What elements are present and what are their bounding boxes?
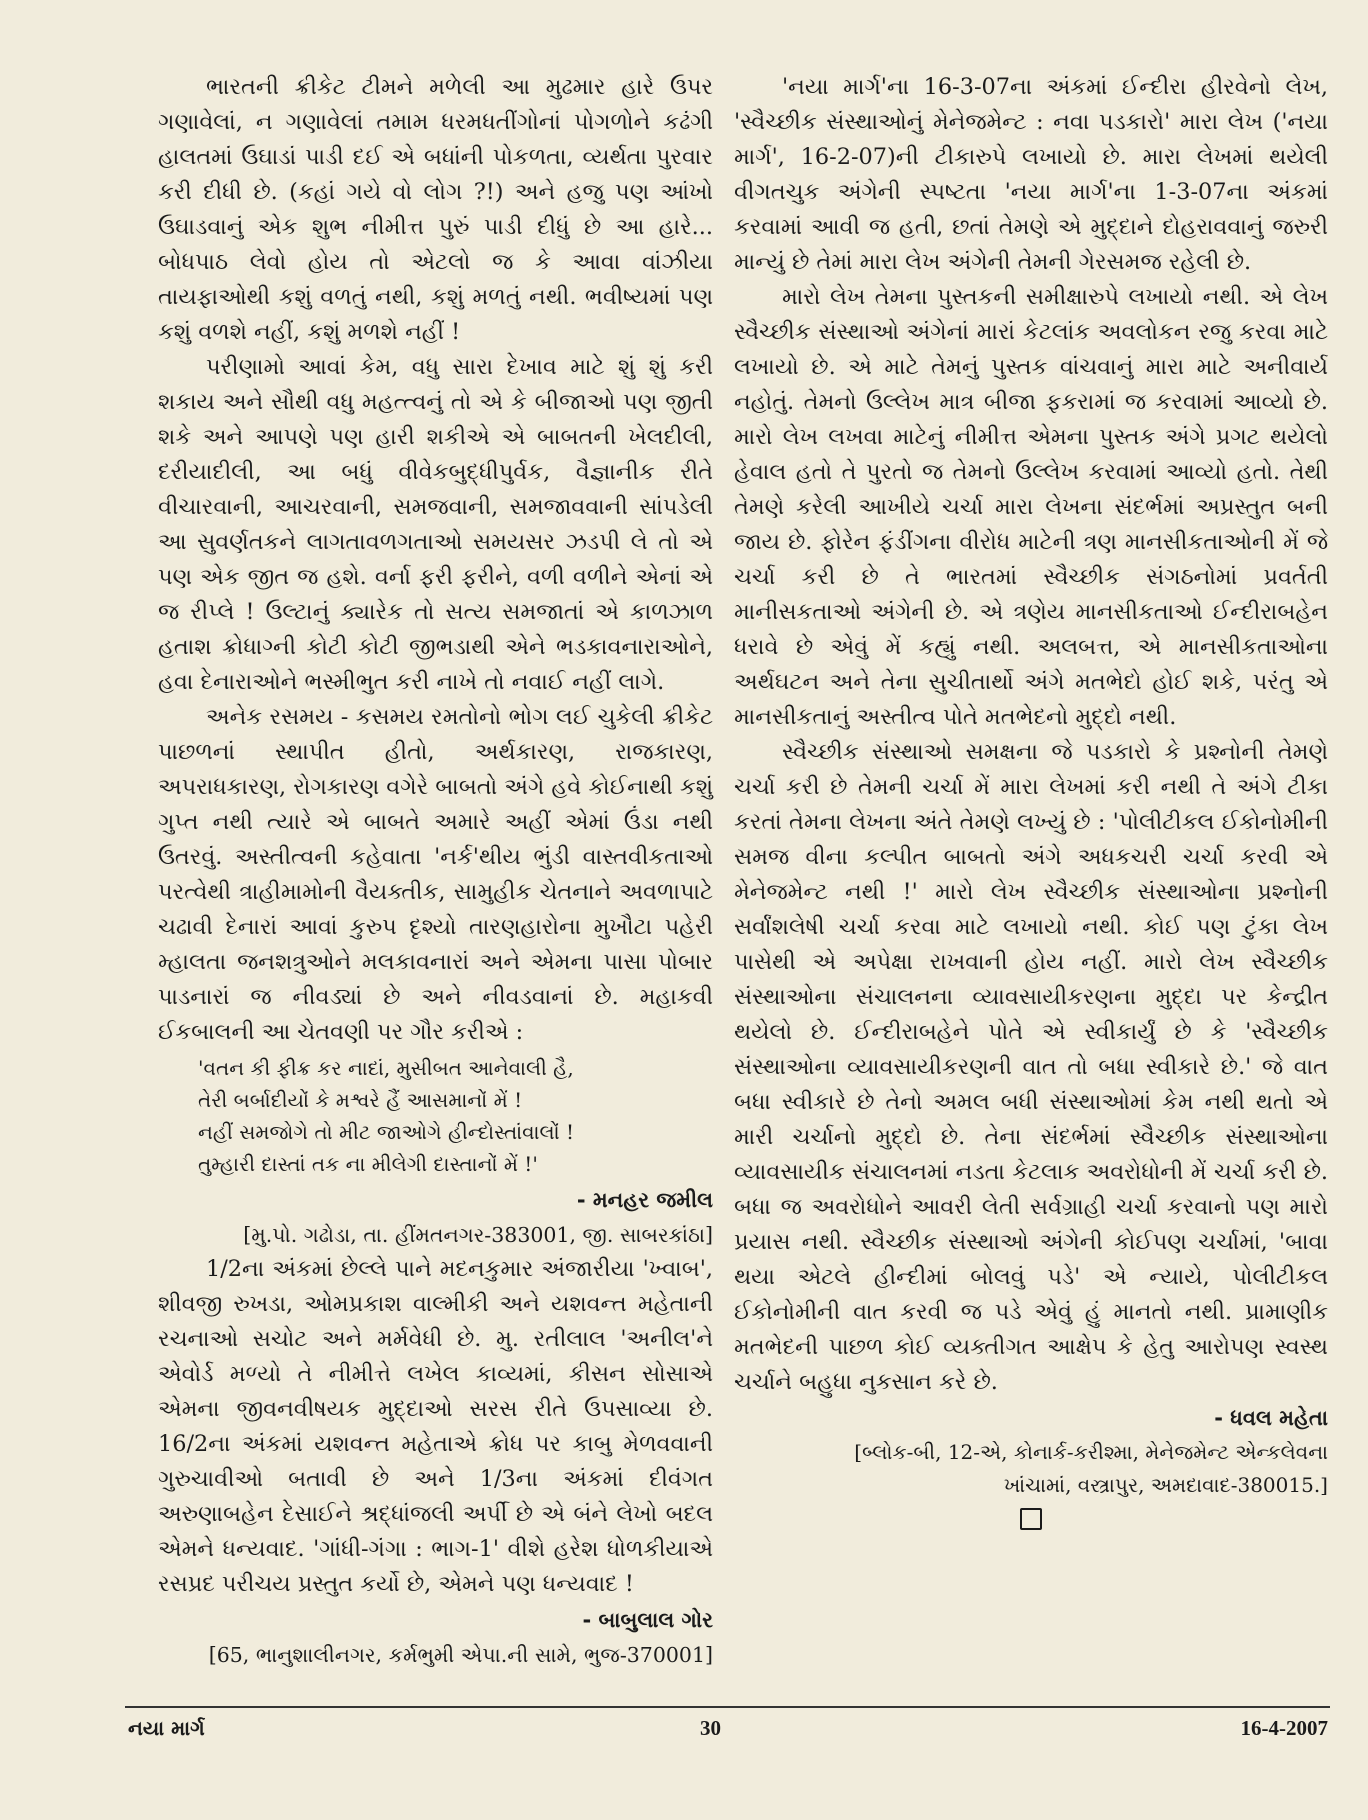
letter1-paragraph-2: પરીણામો આવાં કેમ, વધુ સારા દેખાવ માટે શું શું કરી શકાય અને સૌથી વધુ મહત્ત્વનું તો એ કે બીજાઓ પણ જીતી શકે અને આપણે પણ હારી શકીએ એ બાબતની ખેલદીલી, દરીયાદીલી, આ બધું વીવેકબુદ્ધીપુર્વક, વૈજ્ઞાનીક રીતે વીચારવાની, આચરવાની, સમજવાની, સમજાવવાની સાંપડેલી આ સુવર્ણતકને લાગતાવળગતાઓ સમયસર ઝડપી લે તો એ પણ એક જીત જ હશે. વર્ના ફરી ફરીને, વળી વળીને એનાં એ જ રીપ્લે ! ઉલ્ટાનું ક્યારેક તો સત્ય સમજાતાં એ કાળઝાળ હતાશ ક્રોધાગ્ની કોટી કોટી જીભડાથી એને ભડકાવનારાઓને, હવા દેનારાઓને ભસ્મીભુત કરી નાખે તો નવાઈ નહીં લાગે. <box>158 354 713 695</box>
letter1-address: [મુ.પો. ગઢોડા, તા. હીંમતનગર-383001, જી. સાબરકાંઠા] <box>243 1223 713 1247</box>
letter3-paragraph-3: સ્વૈચ્છીક સંસ્થાઓ સમક્ષના જે પડકારો કે પ્રશ્નોની તેમણે ચર્ચા કરી છે તેમની ચર્ચા મેં મારા લેખમાં કરી નથી તે અંગે ટીકા કરતાં તેમના લેખના અંતે તેમણે લખ્યું છે : 'પોલીટીકલ ઈકોનોમીની સમજ વીના કલ્પીત બાબતો અંગે અધકચરી ચર્ચા કરવી એ મેનેજમેન્ટ નથી !' મારો લેખ સ્વૈચ્છીક સંસ્થાઓના પ્રશ્નોની સર્વાંશલેષી ચર્ચા કરવા માટે લખાયો નથી. કોઈ પણ ટુંકા લેખ પાસેથી એ અપેક્ષા રાખવાની હોય નહીં. મારો લેખ સ્વૈચ્છીક સંસ્થાઓના સંચાલનના વ્યાવસાયીકરણના મુદ્દા પર કેન્દ્રીત થયેલો છે. ઈન્દીરાબહેને પોતે એ સ્વીકાર્યું છે કે 'સ્વૈચ્છીક સંસ્થાઓના વ્યાવસાયીકરણની વાત તો બધા સ્વીકારે છે.' જે વાત બધા સ્વીકારે છે તેનો અમલ બધી સંસ્થાઓમાં કેમ નથી થતો એ મારી ચર્ચાનો મુદ્દો છે. તેના સંદર્ભમાં સ્વૈચ્છીક સંસ્થાઓના વ્યાવસાયીક સંચાલનમાં નડતા કેટલાક અવરોધોની મેં ચર્ચા કરી છે. બધા જ અવરોધોને આવરી લેતી સર્વગ્રાહી ચર્ચા કરવાનો પણ મારો પ્રયાસ નથી. સ્વૈચ્છીક સંસ્થાઓ અંગેની કોઈપણ ચર્ચામાં, 'બાવા થયા એટલે હીન્દીમાં બોલવું પડે' એ ન્યાયે, પોલીટીકલ ઈકોનોમીની વાત કરવી જ પડે એવું હું માનતો નથી. પ્રામાણીક મતભેદની પાછળ કોઈ વ્યક્તીગત આક્ષેપ કે હેતુ આરોપણ સ્વસ્થ ચર્ચાને બહુધા નુકસાન કરે છે. <box>734 739 1328 1395</box>
footer-page-number: 30 <box>700 1716 721 1740</box>
left-column <box>158 70 713 1672</box>
iqbal-poem <box>198 1052 713 1180</box>
poem-line: 'વતન કી ફીક્ર કર નાદાં, મુસીબત આનેવાલી હૈ, <box>198 1056 574 1080</box>
footer-publication-name: નયા માર્ગ <box>128 1716 205 1740</box>
letter3-address-line-1: [બ્લોક-બી, 12-એ, કોનાર્ક-કરીશ્મા, મેનેજમેન્ટ એન્કલેવના <box>854 1440 1328 1464</box>
poem-line: નહીં સમજોગે તો મીટ જાઓગે હીન્દોસ્તાંવાલોં ! <box>198 1120 575 1144</box>
letter2-paragraph: 1/2ના અંકમાં છેલ્લે પાને મદનકુમાર અંજારીયા 'ખ્વાબ', શીવજી રુખડા, ઓમપ્રકાશ વાલ્મીકી અને યશવન્ત મહેતાની રચનાઓ સચોટ અને મર્મવેધી છે. મુ. રતીલાલ 'અનીલ'ને એવોર્ડ મળ્યો તે નીમીત્તે લખેલ કાવ્યમાં, કીસન સોસાએ એમના જીવનવીષયક મુદ્દાઓ સરસ રીતે ઉપસાવ્યા છે. 16/2ના અંકમાં યશવન્ત મહેતાએ ક્રોધ પર કાબુ મેળવવાની ગુરુચાવીઓ બતાવી છે અને 1/3ના અંકમાં દીવંગત અરુણાબહેન દેસાઈને શ્રદ્ધાંજલી અર્પી છે એ બંને લેખો બદલ એમને ધન્યવાદ. 'ગાંધી-ગંગા : ભાગ-1' વીશે હરેશ ધોળકીયાએ રસપ્રદ પરીચય પ્રસ્તુત કર્યો છે, એમને પણ ધન્યવાદ ! <box>158 1256 713 1597</box>
letter3-signature: - ધવલ મહેતા <box>1214 1406 1328 1430</box>
letter1-signature: - મનહર જમીલ <box>576 1188 713 1212</box>
footer-date: 16-4-2007 <box>1240 1716 1328 1740</box>
letter3-paragraph-1: 'નયા માર્ગ'ના 16-3-07ના અંકમાં ઈન્દીરા હીરવેનો લેખ, 'સ્વૈચ્છીક સંસ્થાઓનું મેનેજમેન્ટ : નવા પડકારો' મારા લેખ ('નયા માર્ગ', 16-2-07)ની ટીકારુપે લખાયો છે. મારા લેખમાં થયેલી વીગતચુક અંગેની સ્પષ્ટતા 'નયા માર્ગ'ના 1-3-07ના અંકમાં કરવામાં આવી જ હતી, છતાં તેમણે એ મુદ્દાને દોહરાવવાનું જરુરી માન્યું છે તેમાં મારા લેખ અંગેની તેમની ગેરસમજ રહેલી છે. <box>734 74 1328 275</box>
letter1-paragraph-3: અનેક રસમય - કસમય રમતોનો ભોગ લઈ ચુકેલી ક્રીકેટ પાછળનાં સ્થાપીત હીતો, અર્થકારણ, રાજકારણ, અપરાધકારણ, રોગકારણ વગેરે બાબતો અંગે હવે કોઈનાથી કશું ગુપ્ત નથી ત્યારે એ બાબતે અમારે અહીં એમાં ઉંડા નથી ઉતરવું. અસ્તીત્વની કહેવાતા 'નર્ક'થીય ભુંડી વાસ્તવીકતાઓ પરત્વેથી ત્રાહીમામોની વૈયક્તીક, સામુહીક ચેતનાને અવળાપાટે ચઢાવી દેનારાં આવાં કુરુપ દૃશ્યો તારણહારોના મુખૌટા પહેરી મ્હાલતા જનશત્રુઓને મલકાવનારાં અને એમના પાસા પોબાર પાડનારાં જ નીવડ્યાં છે અને નીવડવાનાં છે. મહાકવી ઈકબાલની આ ચેતવણી પર ગૌર કરીએ : <box>158 704 713 1045</box>
letter2-address: [65, ભાનુશાલીનગર, કર્મભુમી એપા.ની સામે, ભુજ-370001] <box>208 1643 713 1667</box>
footer-divider <box>125 1706 1330 1708</box>
letter3-address-line-2: ખાંચામાં, વસ્ત્રાપુર, અમદાવાદ-380015.] <box>1003 1473 1328 1497</box>
letter3-paragraph-2: મારો લેખ તેમના પુસ્તકની સમીક્ષારુપે લખાયો નથી. એ લેખ સ્વૈચ્છીક સંસ્થાઓ અંગેનાં મારાં કેટલાંક અવલોકન રજુ કરવા માટે લખાયો છે. એ માટે તેમનું પુસ્તક વાંચવાનું મારા માટે અનીવાર્ય નહોતું. તેમનો ઉલ્લેખ માત્ર બીજા ફકરામાં જ કરવામાં આવ્યો છે. મારો લેખ લખવા માટેનું નીમીત્ત એમના પુસ્તક અંગે પ્રગટ થયેલો હેવાલ હતો તે પુરતો જ તેમનો ઉલ્લેખ કરવામાં આવ્યો હતો. તેથી તેમણે કરેલી આખીયે ચર્ચા મારા લેખના સંદર્ભમાં અપ્રસ્તુત બની જાય છે. ફોરેન ફંડીંગના વીરોધ માટેની ત્રણ માનસીકતાઓની મેં જે ચર્ચા કરી છે તે ભારતમાં સ્વૈચ્છીક સંગઠનોમાં પ્રવર્તતી માનીસકતાઓ અંગેની છે. એ ત્રણેય માનસીકતાઓ ઈન્દીરાબહેન ધરાવે છે એવું મેં કહ્યું નથી. અલબત્ત, એ માનસીકતાઓના અર્થઘટન અને તેના સુચીતાર્થો અંગે મતભેદો હોઈ શકે, પરંતુ એ માનસીકતાનું અસ્તીત્વ પોતે મતભેદનો મુદ્દો નથી. <box>734 284 1328 730</box>
letter2-signature: - બાબુલાલ ગોર <box>582 1608 713 1632</box>
end-of-article-box-icon <box>734 1506 1328 1541</box>
poem-line: તેરી બર્બાદીયોં કે મશ્વરે હૈં આસમાનોં મેં ! <box>198 1088 523 1112</box>
right-column <box>734 70 1328 1541</box>
letter1-paragraph-1: ભારતની ક્રીકેટ ટીમને મળેલી આ મુઢમાર હારે ઉપર ગણાવેલાં, ન ગણાવેલાં તમામ ધરમધતીંગોનાં પોગળોને કઢંગી હાલતમાં ઉઘાડાં પાડી દઈ એ બધાંની પોકળતા, વ્યર્થતા પુરવાર કરી દીધી છે. (કહાં ગયે વો લોગ ?!) અને હજુ પણ આંખો ઉઘાડવાનું એક શુભ નીમીત્ત પુરું પાડી દીધું છે આ હારે... બોધપાઠ લેવો હોય તો એટલો જ કે આવા વાંઝીયા તાયફાઓથી કશું વળતું નથી, કશું મળતું નથી. ભવીષ્યમાં પણ કશું વળશે નહીં, કશું મળશે નહીં ! <box>158 74 713 345</box>
poem-line: તુમ્હારી દાસ્તાં તક ના મીલેગી દાસ્તાનોં મેં !' <box>198 1152 538 1176</box>
